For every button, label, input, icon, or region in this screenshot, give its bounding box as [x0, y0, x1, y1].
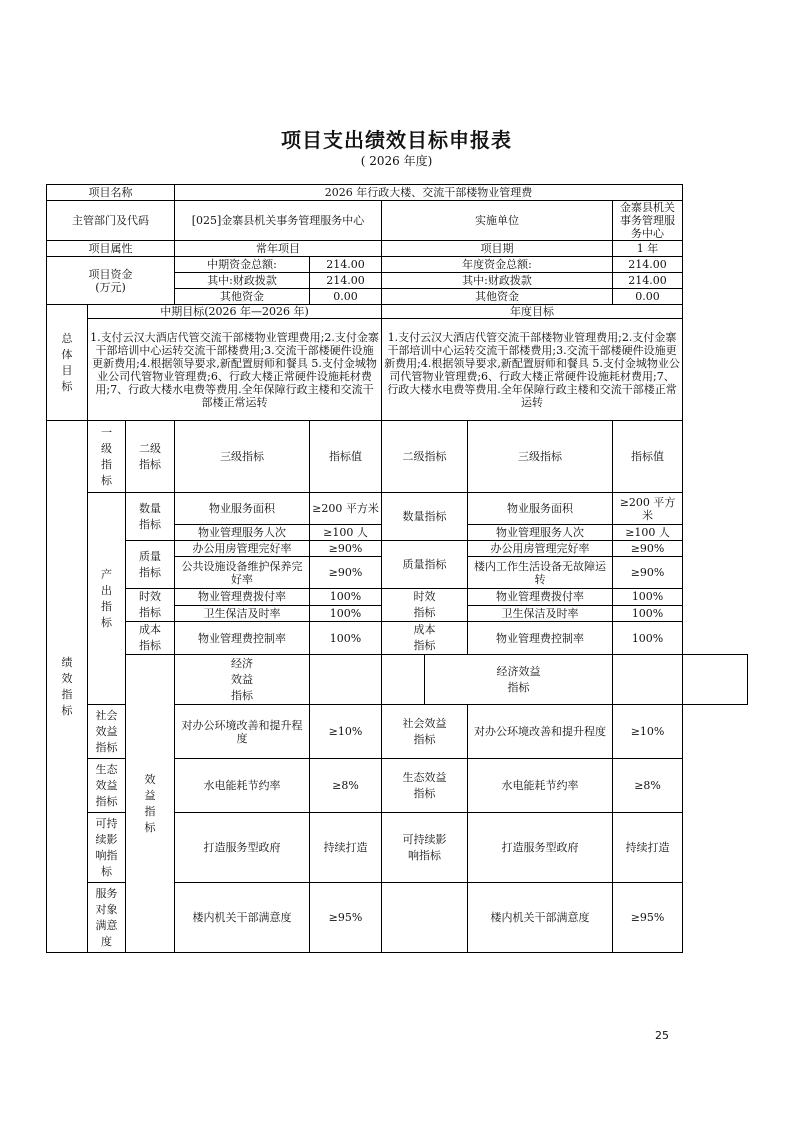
- performance-goal-table: [46, 184, 748, 953]
- economic-value-empty: [382, 655, 425, 705]
- social-indicator: 社会效益指标: [88, 705, 126, 759]
- overall-goal-label: 总体目标: [47, 305, 88, 421]
- page-subtitle-year: ( 2026 年度): [360, 154, 433, 168]
- economic-name-empty-annual: [613, 655, 683, 705]
- economic-indicator: 经济效益指标: [175, 655, 310, 705]
- quantity-indicator-annual: 数量指标: [382, 493, 468, 541]
- su1r-value: 持续打造: [613, 813, 683, 883]
- economic-indicator-annual: 经济效益指标: [425, 655, 613, 705]
- e1r-value: ≥8%: [613, 759, 683, 813]
- q2r-value: ≥100 人: [613, 525, 683, 541]
- su1-name: 打造服务型政府: [175, 813, 310, 883]
- su1r-name: 打造服务型政府: [468, 813, 613, 883]
- project-name-value: 2026 年行政大楼、交流干部楼物业管理费: [175, 185, 683, 201]
- cost-indicator-annual: 成本指标: [382, 622, 468, 655]
- mid-fiscal-value: 214.00: [310, 273, 382, 289]
- mid-total-label: 中期资金总额:: [175, 257, 310, 273]
- quality-indicator-annual: 质量指标: [382, 541, 468, 589]
- e1r-name: 水电能耗节约率: [468, 759, 613, 813]
- timeliness-indicator: 时效指标: [126, 589, 175, 622]
- performance-indicators-label: 绩效指标: [47, 421, 88, 953]
- year-other-label: 其他资金: [382, 289, 613, 305]
- q2-name: 物业管理服务人次: [175, 525, 310, 541]
- satisfaction-indicator: 服务对象满意度: [88, 883, 126, 953]
- satisfaction-indicator-annual-empty: [382, 883, 468, 953]
- implementing-unit-value: 金寨县机关事务管理服务中心: [613, 201, 683, 241]
- mid-other-value: 0.00: [310, 289, 382, 305]
- sat1-name: 楼内机关干部满意度: [175, 883, 310, 953]
- project-period-label: 项目期: [382, 241, 613, 257]
- year-fiscal-label: 其中:财政拨款: [382, 273, 613, 289]
- page-number: 25: [655, 1029, 669, 1042]
- ql1r-name: 办公用房管理完好率: [468, 541, 613, 557]
- implementing-unit-label: 实施单位: [382, 201, 613, 241]
- header-level1: 一级指标: [88, 421, 126, 493]
- s1r-value: ≥10%: [613, 705, 683, 759]
- year-total-label: 年度资金总额:: [382, 257, 613, 273]
- q1-value: ≥200 平方米: [310, 493, 382, 525]
- s1-name: 对办公环境改善和提升程度: [175, 705, 310, 759]
- mid-goal-text: 1.支付云汉大酒店代管交流干部楼物业管理费用;2.支付金寨干部培训中心运转交流干部楼费用;3.交流干部楼硬件设施更新费用;4.根据领导要求,新配置厨师和餐具 5.支付金城物业公司代管物业管理费;6、行政大楼正常硬件设施耗材费用;7、行政大楼水电费等费用.全年保障行政主楼和交流干部楼正常运转: [88, 319, 382, 421]
- c1r-name: 物业管理费控制率: [468, 622, 613, 655]
- quantity-indicator: 数量指标: [126, 493, 175, 541]
- t2r-value: 100%: [613, 605, 683, 622]
- mid-other-label: 其他资金: [175, 289, 310, 305]
- q1r-value: ≥200 平方米: [613, 493, 683, 525]
- sustain-indicator: 可持续影响指标: [88, 813, 126, 883]
- ql2r-value: ≥90%: [613, 557, 683, 589]
- eco-indicator: 生态效益指标: [88, 759, 126, 813]
- header-level3-annual: 三级指标: [468, 421, 613, 493]
- e1-name: 水电能耗节约率: [175, 759, 310, 813]
- project-attribute-label: 项目属性: [47, 241, 175, 257]
- header-level2-annual: 二级指标: [382, 421, 468, 493]
- department-label: 主管部门及代码: [47, 201, 175, 241]
- su1-value: 持续打造: [310, 813, 382, 883]
- header-level3: 三级指标: [175, 421, 310, 493]
- year-total-value: 214.00: [613, 257, 683, 273]
- sat1r-name: 楼内机关干部满意度: [468, 883, 613, 953]
- mid-fiscal-label: 其中:财政拨款: [175, 273, 310, 289]
- ql1-value: ≥90%: [310, 541, 382, 557]
- page-title: 项目支出绩效目标申报表: [281, 128, 512, 152]
- project-name-label: 项目名称: [47, 185, 175, 201]
- mid-goal-header: 中期目标(2026 年—2026 年): [88, 305, 382, 319]
- sustain-indicator-annual: 可持续影响指标: [382, 813, 468, 883]
- q2r-name: 物业管理服务人次: [468, 525, 613, 541]
- year-other-value: 0.00: [613, 289, 683, 305]
- header-level2: 二级指标: [126, 421, 175, 493]
- sat1-value: ≥95%: [310, 883, 382, 953]
- benefit-indicators-label: 效益指标: [126, 655, 175, 953]
- q1r-name: 物业服务面积: [468, 493, 613, 525]
- project-period-value: 1 年: [613, 241, 683, 257]
- sat1r-value: ≥95%: [613, 883, 683, 953]
- economic-value-empty-annual: [683, 655, 748, 705]
- economic-name-empty: [310, 655, 382, 705]
- mid-total-value: 214.00: [310, 257, 382, 273]
- t1-value: 100%: [310, 589, 382, 606]
- year-goal-header: 年度目标: [382, 305, 683, 319]
- q2-value: ≥100 人: [310, 525, 382, 541]
- funds-label-line1: 项目资金: [88, 267, 133, 281]
- s1-value: ≥10%: [310, 705, 382, 759]
- header-value-annual: 指标值: [613, 421, 683, 493]
- ql1-name: 办公用房管理完好率: [175, 541, 310, 557]
- ql2-value: ≥90%: [310, 557, 382, 589]
- t1-name: 物业管理费拨付率: [175, 589, 310, 606]
- project-attribute-value: 常年项目: [175, 241, 382, 257]
- q1-name: 物业服务面积: [175, 493, 310, 525]
- c1-name: 物业管理费控制率: [175, 622, 310, 655]
- t2-value: 100%: [310, 605, 382, 622]
- t2-name: 卫生保洁及时率: [175, 605, 310, 622]
- department-value: [025]金寨县机关事务管理服务中心: [175, 201, 382, 241]
- ql1r-value: ≥90%: [613, 541, 683, 557]
- c1-value: 100%: [310, 622, 382, 655]
- project-funds-label: [47, 257, 175, 305]
- eco-indicator-annual: 生态效益指标: [382, 759, 468, 813]
- s1r-name: 对办公环境改善和提升程度: [468, 705, 613, 759]
- ql2r-name: 楼内工作生活设备无故障运转: [468, 557, 613, 589]
- ql2-name: 公共设施设备维护保养完好率: [175, 557, 310, 589]
- t1r-value: 100%: [613, 589, 683, 606]
- quality-indicator: 质量指标: [126, 541, 175, 589]
- year-fiscal-value: 214.00: [613, 273, 683, 289]
- t1r-name: 物业管理费拨付率: [468, 589, 613, 606]
- e1-value: ≥8%: [310, 759, 382, 813]
- output-indicators-label: 产出指标: [88, 493, 126, 705]
- header-value: 指标值: [310, 421, 382, 493]
- cost-indicator: 成本指标: [126, 622, 175, 655]
- social-indicator-annual: 社会效益指标: [382, 705, 468, 759]
- timeliness-indicator-annual: 时效指标: [382, 589, 468, 622]
- c1r-value: 100%: [613, 622, 683, 655]
- year-goal-text: 1.支付云汉大酒店代管交流干部楼物业管理费用;2.支付金寨干部培训中心运转交流干部楼费用;3.交流干部楼硬件设施更新费用;4.根据领导要求,新配置厨师和餐具 5.支付金城物业公司代管物业管理费;6、行政大楼正常硬件设施耗材费用;7、行政大楼水电费等费用.全年保障行政主楼和交流干部楼正常运转: [382, 319, 683, 421]
- funds-label-line2: (万元): [95, 280, 126, 294]
- t2r-name: 卫生保洁及时率: [468, 605, 613, 622]
